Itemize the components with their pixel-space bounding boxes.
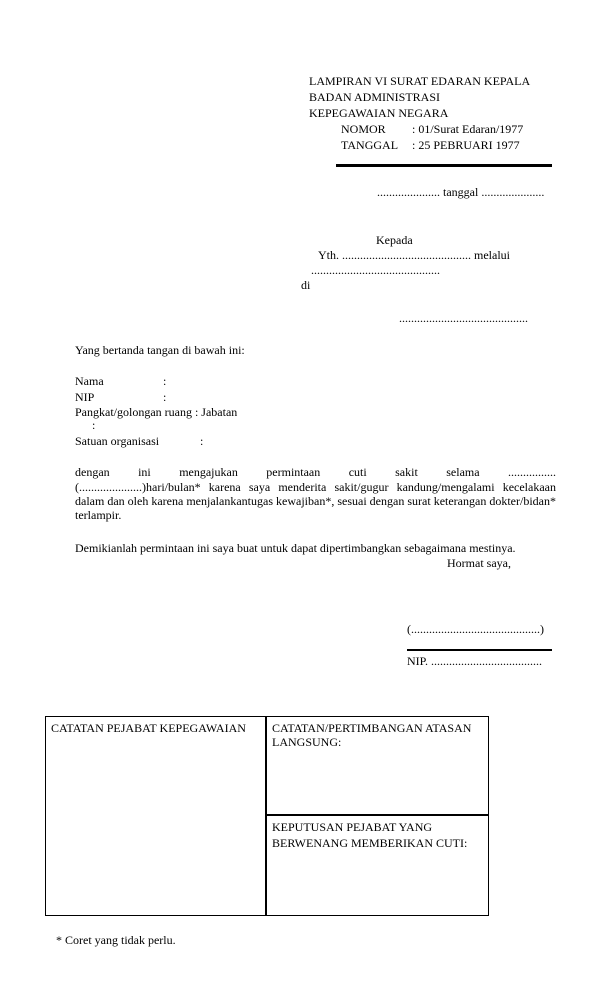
hormat: Hormat saya,: [447, 556, 511, 570]
field-pangkat-label: Pangkat/golongan ruang : Jabatan: [75, 405, 238, 419]
tanggal-value: : 25 PEBRUARI 1977: [412, 138, 520, 152]
nomor-label: NOMOR: [341, 122, 386, 136]
field-nama-colon: :: [163, 374, 167, 388]
signature-name: (...........................................): [407, 622, 544, 636]
body-line-1: dengan ini mengajukan permintaan cuti sakit selama ................: [75, 465, 556, 479]
recipient-dots: ...........................................: [311, 263, 440, 277]
place-dots: ...........................................: [399, 311, 528, 325]
table-horizontal-divider: [266, 814, 488, 816]
yth-line: Yth. ........................................... melalui: [318, 248, 510, 262]
header-line-1: LAMPIRAN VI SURAT EDARAN KEPALA: [309, 74, 531, 88]
tanggal-label: TANGGAL: [341, 138, 399, 152]
header-line-2: BADAN ADMINISTRASI: [309, 90, 441, 104]
field-satuan-label: Satuan organisasi: [75, 434, 160, 448]
field-nama-label: Nama: [75, 374, 104, 388]
body-line-2: (.....................)hari/bulan* karena saya menderita sakit/gugur kandung/mengalami kecelakaan: [75, 480, 556, 494]
field-nip-colon: :: [163, 390, 167, 404]
footnote: * Coret yang tidak perlu.: [56, 933, 176, 947]
intro: Yang bertanda tangan di bawah ini:: [75, 343, 245, 357]
catatan-atasan-line-2: LANGSUNG:: [272, 735, 342, 749]
table-vertical-divider: [265, 716, 267, 916]
catatan-atasan-line-1: CATATAN/PERTIMBANGAN ATASAN: [272, 721, 472, 735]
keputusan-line-2: BERWENANG MEMBERIKAN CUTI:: [272, 836, 468, 850]
signature-line: [407, 649, 552, 651]
header-line-3: KEPEGAWAIAN NEGARA: [309, 106, 449, 120]
kepada: Kepada: [376, 233, 413, 247]
nomor-value: : 01/Surat Edaran/1977: [412, 122, 524, 136]
keputusan-line-1: KEPUTUSAN PEJABAT YANG: [272, 820, 433, 834]
catatan-pejabat-kepegawaian: CATATAN PEJABAT KEPEGAWAIAN: [51, 721, 246, 735]
field-nip-label: NIP: [75, 390, 95, 404]
field-satuan-colon: :: [200, 434, 204, 448]
body-line-4: terlampir.: [75, 508, 122, 522]
notes-table: [45, 716, 489, 916]
header-divider: [336, 164, 552, 167]
di-label: di: [301, 278, 311, 292]
closing: Demikianlah permintaan ini saya buat untuk dapat dipertimbangkan sebagaimana mestinya.: [75, 541, 516, 555]
signature-nip: NIP. .....................................: [407, 654, 543, 668]
body-line-3: dalam dan oleh karena menjalankantugas kewajiban*, sesuai dengan surat keterangan dokter/bidan*: [75, 494, 556, 508]
date-line: ..................... tanggal .....................: [377, 185, 545, 199]
field-pangkat-colon: :: [92, 418, 96, 432]
